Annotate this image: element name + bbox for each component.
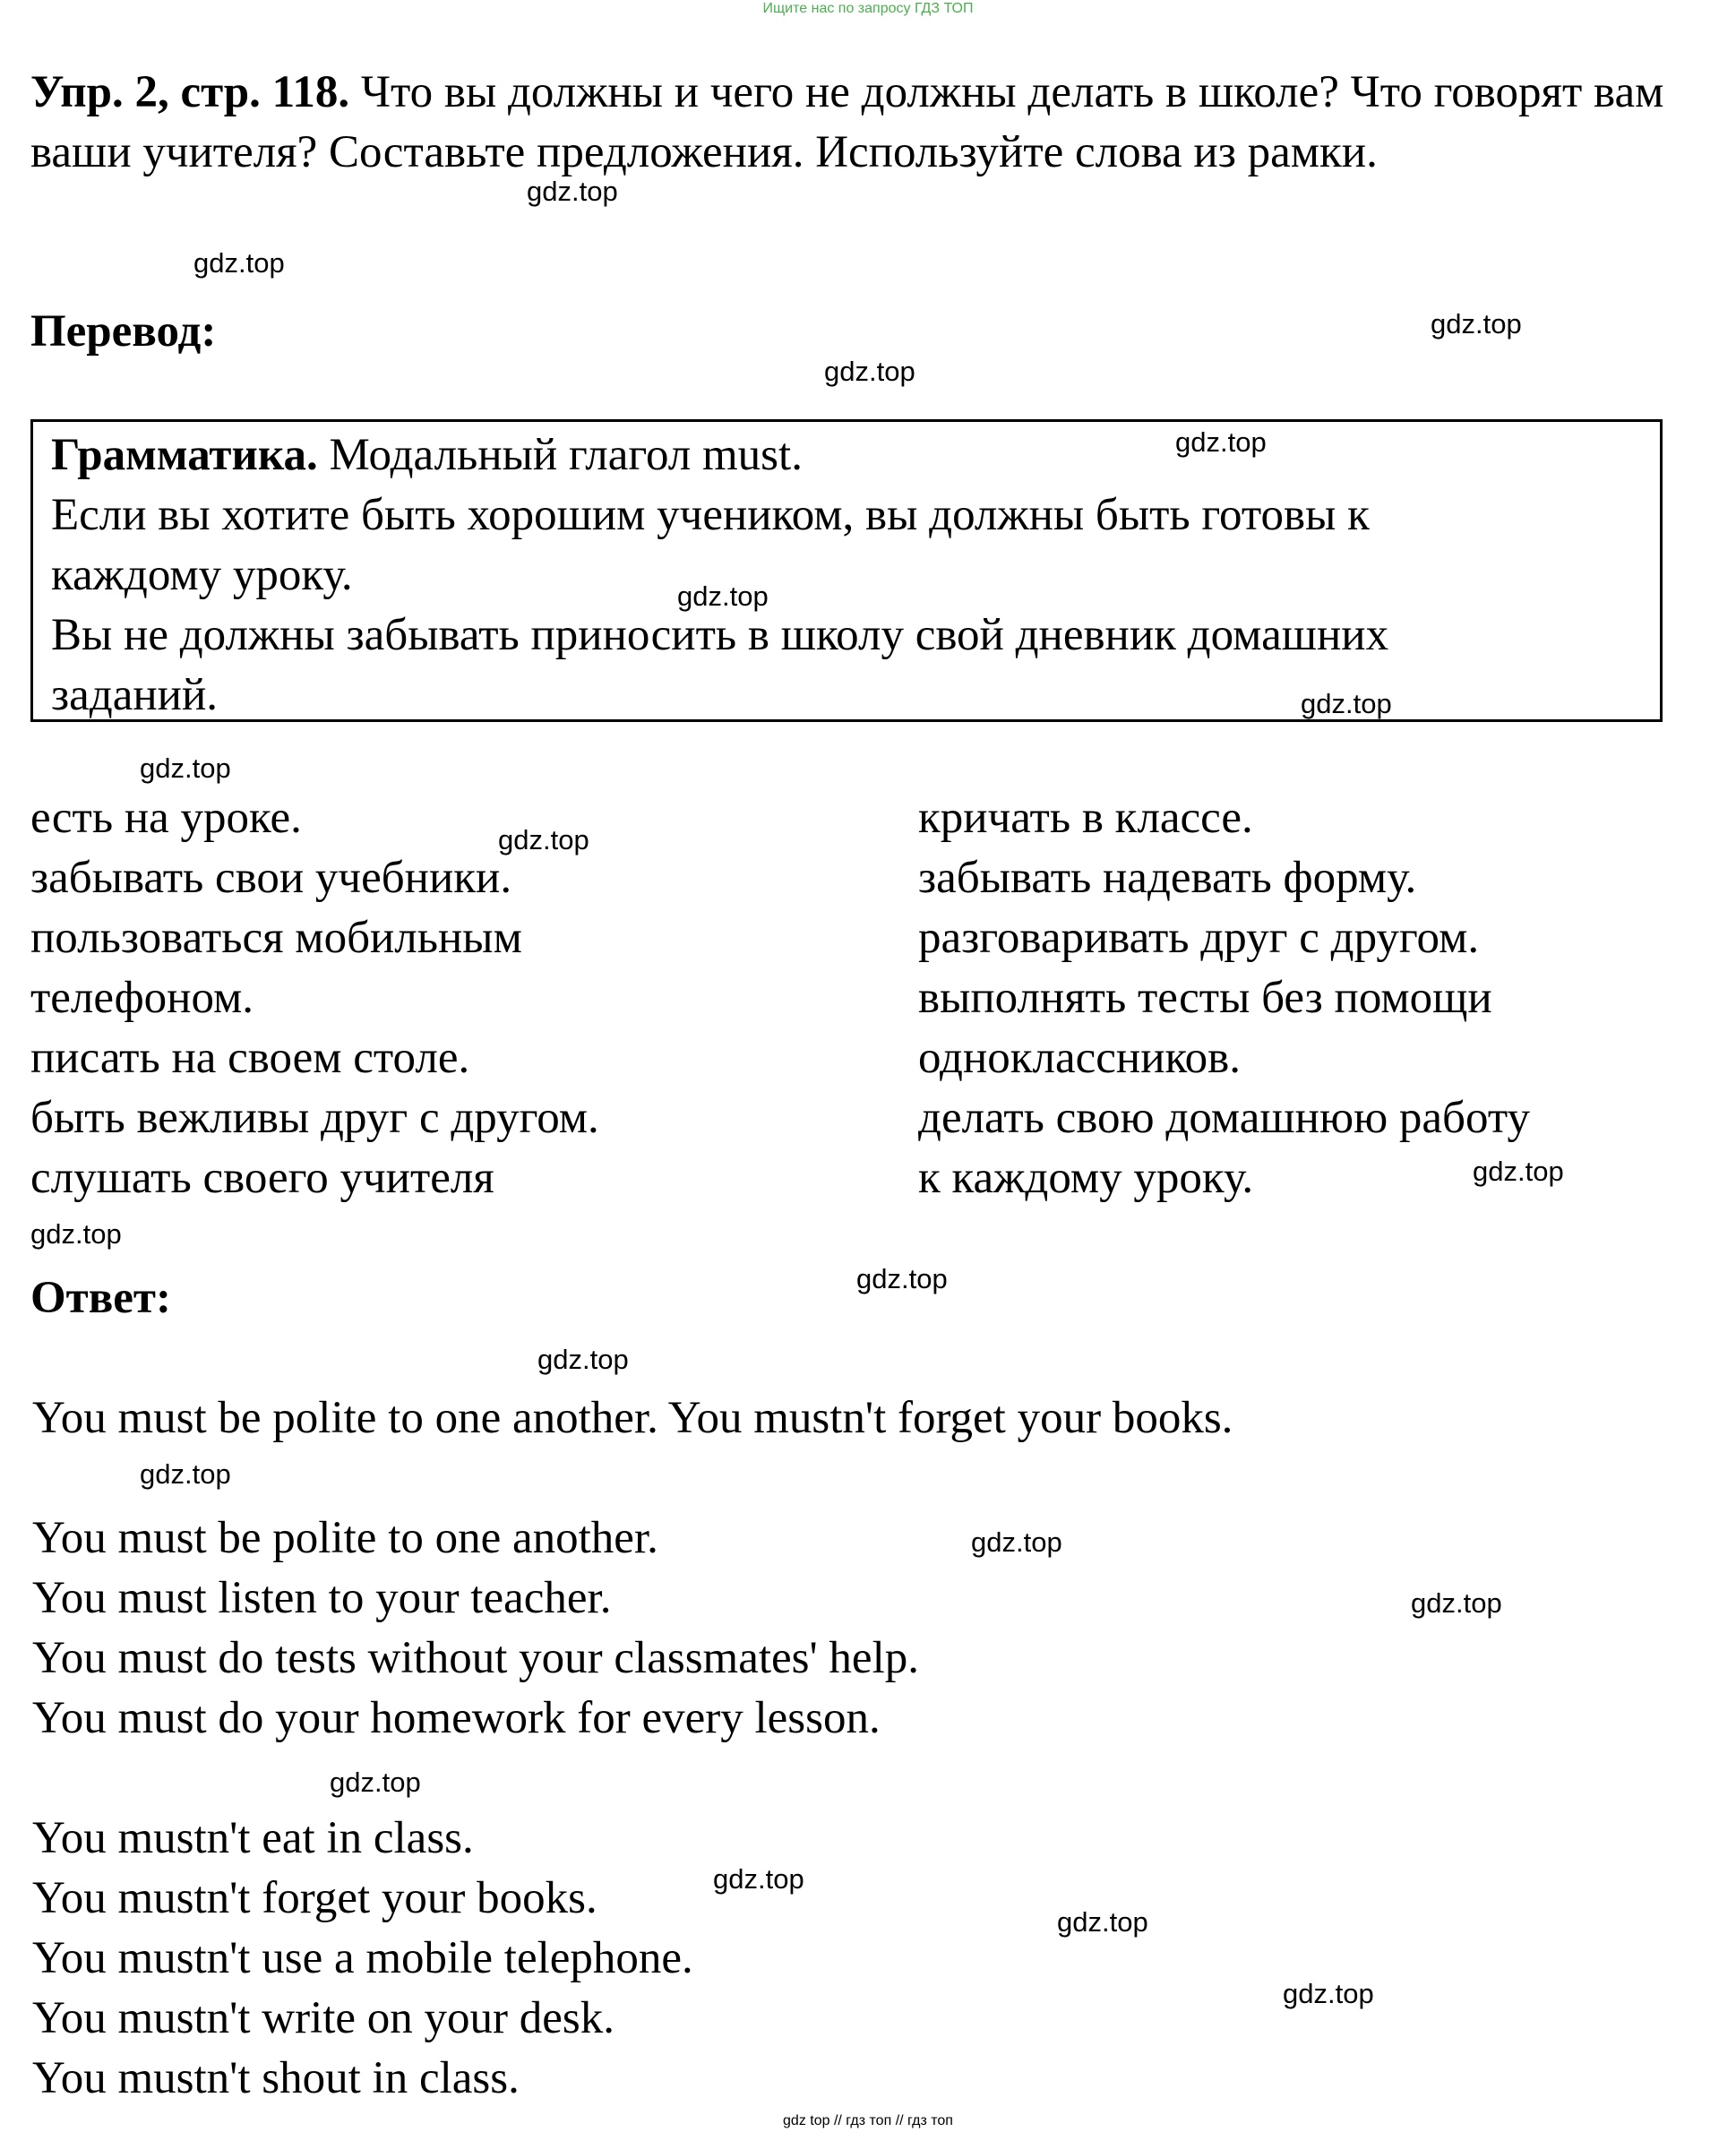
phrase-item: есть на уроке. [30,793,302,843]
watermark: gdz.top [30,1218,122,1250]
grammar-line-3: каждому уроку. [51,550,353,600]
phrase-item: слушать своего учителя [30,1153,494,1203]
watermark: gdz.top [537,1344,629,1375]
answer-must-line: You must listen to your teacher. [32,1573,612,1623]
answer-must-line: You must do your homework for every lesson. [32,1693,881,1743]
answer-mustnt-line: You mustn't forget your books. [32,1873,597,1923]
watermark: gdz.top [824,356,915,387]
watermark: gdz.top [713,1863,804,1895]
phrase-item: быть вежливы друг с другом. [30,1093,599,1143]
watermark: gdz.top [527,176,618,207]
watermark: gdz.top [330,1767,421,1798]
watermark: gdz.top [1473,1156,1564,1187]
watermark: gdz.top [971,1526,1062,1558]
watermark: gdz.top [1175,426,1267,458]
answer-must-line: You must be polite to one another. [32,1513,658,1563]
grammar-line-4: Вы не должны забывать приносить в школу свой дневник домашних [51,610,1389,660]
watermark: gdz.top [856,1263,948,1294]
grammar-title: Грамматика. [51,430,318,480]
watermark: gdz.top [1283,1978,1374,2009]
phrase-item: разговаривать друг с другом. [918,913,1480,963]
phrase-item: к каждому уроку. [918,1153,1254,1203]
grammar-line-5: заданий. [51,670,218,720]
phrase-item: забывать свои учебники. [30,853,512,903]
watermark: gdz.top [1057,1906,1148,1938]
grammar-title-line [51,426,803,486]
task-text: Что вы должны и чего не должны делать в школе? Что говорят вам ваши учителя? Составьте предложения. Используйте слова из рамки. [30,67,1664,177]
phrase-item: писать на своем столе. [30,1033,470,1083]
watermark: gdz.top [677,580,769,612]
phrase-item: телефоном. [30,973,254,1023]
watermark: gdz.top [1301,688,1392,719]
answer-mustnt-line: You mustn't eat in class. [32,1813,474,1863]
grammar-title-rest: Модальный глагол must. [317,430,803,480]
answer-mustnt-line: You mustn't shout in class. [32,2053,520,2103]
answer-mustnt-line: You mustn't use a mobile telephone. [32,1933,693,1983]
phrases-right-column [918,788,1530,1208]
translation-heading: Перевод: [30,306,217,357]
footer: gdz top // гдз топ // гдз топ [783,2113,953,2128]
phrase-item: пользоваться мобильным [30,913,522,963]
answer-example: You must be polite to one another. You mustn't forget your books. [32,1393,1233,1443]
task-statement [30,63,1688,183]
watermark: gdz.top [1431,308,1522,340]
watermark: gdz.top [498,824,589,855]
phrase-item: забывать надевать форму. [918,853,1417,903]
phrase-item: одноклассников. [918,1033,1242,1083]
grammar-line-2: Если вы хотите быть хорошим учеником, вы должны быть готовы к [51,490,1370,540]
answer-mustnt-line: You mustn't write on your desk. [32,1993,615,2043]
watermark: gdz.top [140,752,231,784]
task-label: Упр. 2, стр. 118. [30,67,350,117]
answer-must-line: You must do tests without your classmates' help. [32,1633,919,1683]
answer-heading: Ответ: [30,1273,171,1323]
phrase-item: делать свою домашнюю работу [918,1093,1530,1143]
watermark: gdz.top [1411,1587,1502,1619]
phrase-item: кричать в классе. [918,793,1253,843]
watermark: gdz.top [140,1458,231,1490]
phrase-item: выполнять тесты без помощи [918,973,1492,1023]
watermark: gdz.top [193,247,285,279]
top-banner: Ищите нас по запросу ГДЗ ТОП [762,1,974,16]
